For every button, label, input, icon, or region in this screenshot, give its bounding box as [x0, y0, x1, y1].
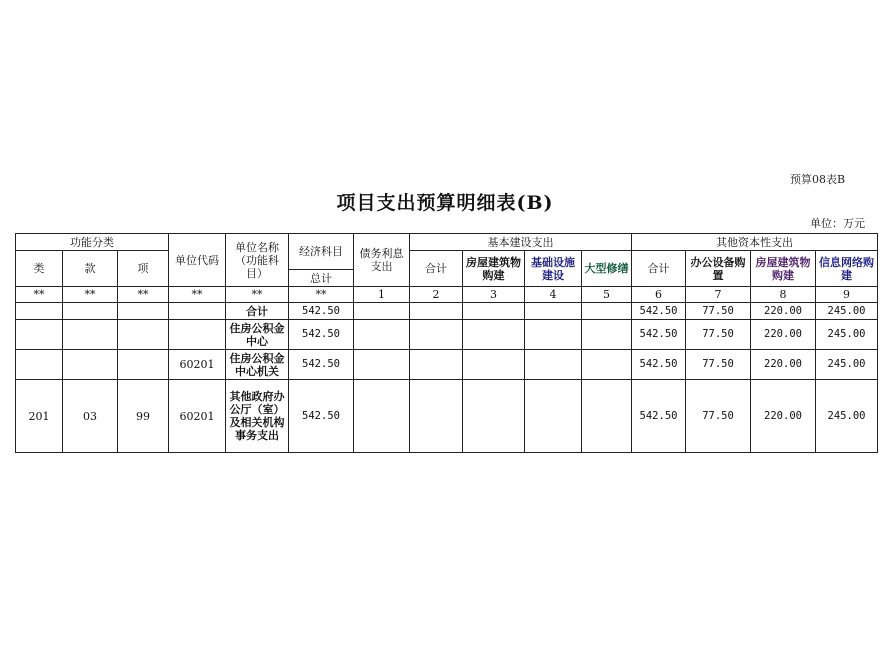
header-econ-subject: 经济科目	[289, 234, 354, 270]
header-total: 总计	[289, 270, 354, 287]
index-cell: 1	[354, 287, 410, 303]
cell-oc-sum: 542.50	[632, 320, 686, 350]
index-cell: 5	[582, 287, 632, 303]
index-row	[16, 287, 878, 303]
cell-cc-infra	[525, 303, 582, 320]
header-unit-code: 单位代码	[169, 234, 226, 287]
header-func-class: 功能分类	[16, 234, 169, 251]
cell-cc-building	[463, 350, 525, 380]
cell-cc-infra	[525, 320, 582, 350]
index-cell: **	[169, 287, 226, 303]
cell-kuan	[63, 350, 118, 380]
header-cc-sum: 合计	[410, 251, 463, 287]
cell-name: 其他政府办公厅（室）及相关机构事务支出	[226, 380, 289, 453]
cell-cc-building	[463, 320, 525, 350]
cell-cc-repair	[582, 350, 632, 380]
cell-oc-network: 245.00	[816, 350, 878, 380]
cell-cc-repair	[582, 380, 632, 453]
cell-cc-sum	[410, 303, 463, 320]
cell-cc-infra	[525, 350, 582, 380]
cell-debt	[354, 320, 410, 350]
cell-xiang: 99	[118, 380, 169, 453]
cell-oc-office: 77.50	[686, 380, 751, 453]
table-row	[16, 303, 878, 320]
cell-lei: 201	[16, 380, 63, 453]
table-row	[16, 380, 878, 453]
header-cc-repair: 大型修缮	[582, 251, 632, 287]
header-oc-office: 办公设备购置	[686, 251, 751, 287]
cell-cc-building	[463, 303, 525, 320]
cell-oc-sum: 542.50	[632, 380, 686, 453]
cell-cc-repair	[582, 303, 632, 320]
cell-name: 合计	[226, 303, 289, 320]
cell-debt	[354, 380, 410, 453]
cell-oc-network: 245.00	[816, 320, 878, 350]
index-cell: 6	[632, 287, 686, 303]
cell-xiang	[118, 303, 169, 320]
cell-oc-sum: 542.50	[632, 350, 686, 380]
index-cell: **	[16, 287, 63, 303]
cell-kuan: 03	[63, 380, 118, 453]
cell-lei	[16, 350, 63, 380]
cell-oc-office: 77.50	[686, 320, 751, 350]
index-cell: 7	[686, 287, 751, 303]
cell-cc-sum	[410, 320, 463, 350]
header-cc-infra: 基础设施建设	[525, 251, 582, 287]
cell-total: 542.50	[289, 303, 354, 320]
budget-table	[15, 233, 878, 453]
cell-cc-infra	[525, 380, 582, 453]
form-code: 预算08表B	[790, 173, 846, 186]
index-cell: 4	[525, 287, 582, 303]
header-oc-building: 房屋建筑物购建	[751, 251, 816, 287]
header-lei: 类	[16, 251, 63, 287]
header-other-capital: 其他资本性支出	[632, 234, 878, 251]
cell-oc-office: 77.50	[686, 350, 751, 380]
cell-code	[169, 303, 226, 320]
cell-cc-repair	[582, 320, 632, 350]
cell-oc-network: 245.00	[816, 303, 878, 320]
header-debt-interest: 债务利息支出	[354, 234, 410, 287]
page-title: 项目支出预算明细表(B)	[336, 192, 554, 214]
header-oc-network: 信息网络购建	[816, 251, 878, 287]
cell-total: 542.50	[289, 320, 354, 350]
cell-cc-sum	[410, 350, 463, 380]
cell-xiang	[118, 320, 169, 350]
index-cell: **	[118, 287, 169, 303]
cell-oc-building: 220.00	[751, 380, 816, 453]
header-kuan: 款	[63, 251, 118, 287]
cell-oc-office: 77.50	[686, 303, 751, 320]
header-cc-building: 房屋建筑物购建	[463, 251, 525, 287]
cell-total: 542.50	[289, 350, 354, 380]
cell-total: 542.50	[289, 380, 354, 453]
cell-oc-building: 220.00	[751, 303, 816, 320]
cell-debt	[354, 303, 410, 320]
cell-cc-building	[463, 380, 525, 453]
cell-lei	[16, 320, 63, 350]
header-oc-sum: 合计	[632, 251, 686, 287]
index-cell: 9	[816, 287, 878, 303]
header-xiang: 项	[118, 251, 169, 287]
cell-cc-sum	[410, 380, 463, 453]
cell-oc-sum: 542.50	[632, 303, 686, 320]
cell-xiang	[118, 350, 169, 380]
cell-kuan	[63, 303, 118, 320]
index-cell: 2	[410, 287, 463, 303]
index-cell: **	[289, 287, 354, 303]
cell-code: 60201	[169, 350, 226, 380]
index-cell: 3	[463, 287, 525, 303]
cell-code	[169, 320, 226, 350]
cell-code: 60201	[169, 380, 226, 453]
index-cell: 8	[751, 287, 816, 303]
header-unit-name: 单位名称（功能科目）	[226, 234, 289, 287]
cell-oc-network: 245.00	[816, 380, 878, 453]
cell-name: 住房公积金中心	[226, 320, 289, 350]
unit-label: 单位：万元	[810, 217, 865, 230]
cell-debt	[354, 350, 410, 380]
table-row	[16, 320, 878, 350]
cell-lei	[16, 303, 63, 320]
header-capital-construction: 基本建设支出	[410, 234, 632, 251]
cell-name: 住房公积金中心机关	[226, 350, 289, 380]
index-cell: **	[226, 287, 289, 303]
cell-kuan	[63, 320, 118, 350]
index-cell: **	[63, 287, 118, 303]
cell-oc-building: 220.00	[751, 350, 816, 380]
cell-oc-building: 220.00	[751, 320, 816, 350]
table-row	[16, 350, 878, 380]
